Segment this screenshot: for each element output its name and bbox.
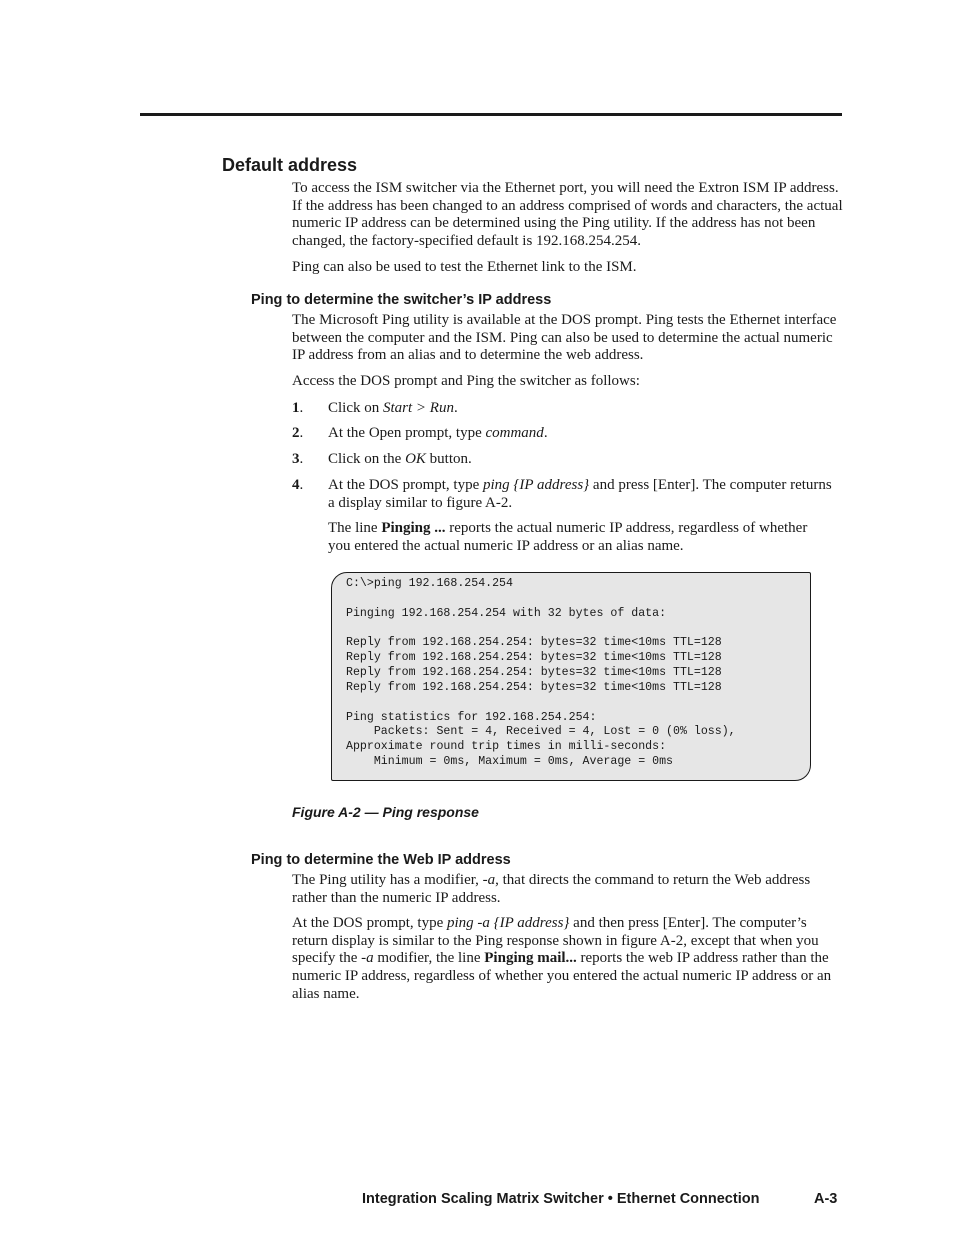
header-rule <box>140 113 842 116</box>
console-line: Reply from 192.168.254.254: bytes=32 time<10ms TTL=128 <box>346 680 722 694</box>
console-line: Pinging 192.168.254.254 with 32 bytes of data: <box>346 606 667 620</box>
console-line: Minimum = 0ms, Maximum = 0ms, Average = 0ms <box>346 755 673 769</box>
figure-caption: Figure A-2 — Ping response <box>292 804 479 820</box>
intro-paragraph-2: Ping can also be used to test the Ethernet link to the ISM. <box>292 259 637 275</box>
footer-title: Integration Scaling Matrix Switcher • Ethernet Connection <box>362 1191 760 1207</box>
console-line: Packets: Sent = 4, Received = 4, Lost = 0 (0% loss), <box>346 725 736 739</box>
step-number: 3. <box>292 451 304 467</box>
console-line: Reply from 192.168.254.254: bytes=32 time<10ms TTL=128 <box>346 636 722 650</box>
console-line: Reply from 192.168.254.254: bytes=32 time<10ms TTL=128 <box>346 651 722 665</box>
intro-paragraph: To access the ISM switcher via the Ethernet port, you will need the Extron ISM IP address. If the address has been changed to an address comprised of words and characters, the actual numeric IP address can be determined using the Ping utility. If the address has not been changed, the factory-specified default is 192.168.254.254. <box>292 180 843 250</box>
console-output <box>346 577 736 770</box>
ping-response-figure <box>331 572 811 781</box>
step-text: Click on Start > Run. <box>328 400 458 416</box>
ping-web-heading: Ping to determine the Web IP address <box>251 852 511 868</box>
ping-ip-paragraph-2: Access the DOS prompt and Ping the switcher as follows: <box>292 373 640 389</box>
console-line: Approximate round trip times in milli-seconds: <box>346 740 667 754</box>
page-number: A-3 <box>814 1191 838 1207</box>
step-text: At the DOS prompt, type ping {IP address} and press [Enter]. The computer returns a display similar to figure A-2. <box>328 477 832 511</box>
console-line: C:\>ping 192.168.254.254 <box>346 577 513 590</box>
step-text: At the Open prompt, type command. <box>328 425 548 441</box>
section-title: Default address <box>222 155 358 175</box>
ping-ip-paragraph: The Microsoft Ping utility is available at the DOS prompt. Ping tests the Ethernet interface between the computer and the ISM. Ping can also be used to determine the actual numeric IP address from an alias and to determine the web address. <box>292 312 837 364</box>
ping-web-paragraph-2: At the DOS prompt, type ping -a {IP address} and then press [Enter]. The computer’s return display is similar to the Ping response shown in figure A-2, except that when you specify the -a modifier, the line Pinging mail... reports the web IP address rather than the numeric IP address, regardless of whether you entered the actual numeric IP address or an alias name. <box>292 915 832 1002</box>
step-number: 1. <box>292 400 304 416</box>
ping-ip-heading: Ping to determine the switcher’s IP address <box>251 292 552 308</box>
console-line: Reply from 192.168.254.254: bytes=32 time<10ms TTL=128 <box>346 666 722 680</box>
pinging-note: The line Pinging ... reports the actual numeric IP address, regardless of whether you entered the actual numeric IP address or an alias name. <box>328 520 808 554</box>
step-text: Click on the OK button. <box>328 451 472 467</box>
step-number: 4. <box>292 477 304 493</box>
step-number: 2. <box>292 425 304 441</box>
console-line: Ping statistics for 192.168.254.254: <box>346 710 597 724</box>
ping-web-paragraph: The Ping utility has a modifier, -a, that directs the command to return the Web address rather than the numeric IP address. <box>292 872 811 906</box>
